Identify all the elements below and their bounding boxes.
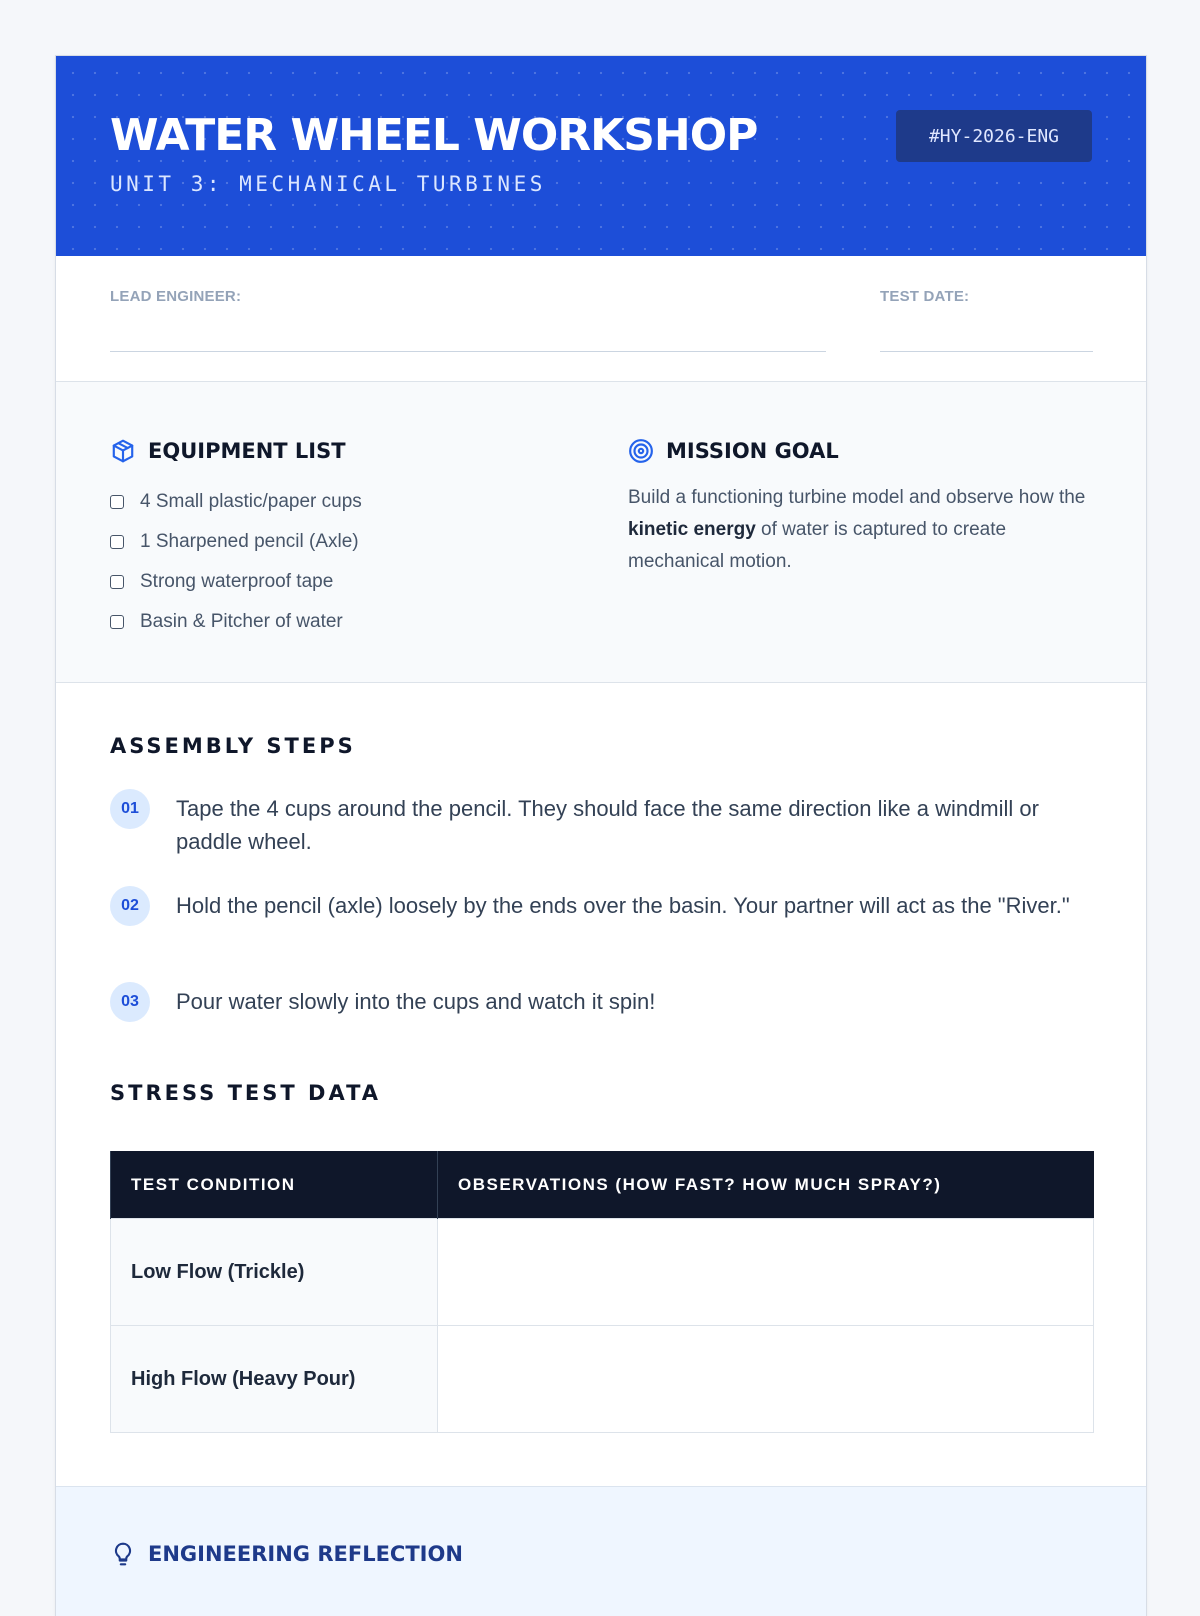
column-header-observations: OBSERVATIONS (HOW FAST? HOW MUCH SPRAY?) xyxy=(438,1151,1094,1219)
table-header-row xyxy=(111,1151,1094,1219)
list-item-label: 4 Small plastic/paper cups xyxy=(140,491,362,512)
lead-engineer-field[interactable] xyxy=(110,351,826,352)
mission-goal-title: MISSION GOAL xyxy=(666,439,839,463)
page-subtitle: UNIT 3: MECHANICAL TURBINES xyxy=(110,172,546,196)
lead-engineer-label: LEAD ENGINEER: xyxy=(110,288,242,305)
worksheet-code-badge: #HY-2026-ENG xyxy=(896,110,1092,162)
list-item[interactable] xyxy=(110,562,362,602)
worksheet-page xyxy=(55,55,1147,1616)
observation-cell[interactable] xyxy=(438,1326,1094,1433)
target-icon xyxy=(628,438,654,464)
mission-keyword: kinetic energy xyxy=(628,519,756,540)
assembly-step xyxy=(110,886,1090,926)
checkbox[interactable] xyxy=(110,615,124,629)
condition-cell: High Flow (Heavy Pour) xyxy=(111,1326,438,1433)
step-text: Hold the pencil (axle) loosely by the ends over the basin. Your partner will act as the "River." xyxy=(176,893,1070,918)
assembly-step xyxy=(110,982,1090,1022)
condition-cell: Low Flow (Trickle) xyxy=(111,1219,438,1326)
equipment-list xyxy=(110,482,362,642)
stress-test-table xyxy=(110,1151,1094,1433)
overview-section xyxy=(56,382,1146,683)
observation-cell[interactable] xyxy=(438,1219,1094,1326)
header-banner xyxy=(56,56,1146,256)
assembly-step xyxy=(110,789,1090,858)
table-row xyxy=(111,1326,1094,1433)
test-date-field[interactable] xyxy=(880,351,1093,352)
list-item-label: Strong waterproof tape xyxy=(140,571,334,592)
cube-icon xyxy=(110,438,136,464)
step-number-badge: 02 xyxy=(110,886,150,926)
lightbulb-icon xyxy=(110,1541,136,1567)
checkbox[interactable] xyxy=(110,575,124,589)
list-item-label: 1 Sharpened pencil (Axle) xyxy=(140,531,359,552)
mission-goal-heading xyxy=(628,438,839,464)
mission-goal-text: Build a functioning turbine model and observe how the kinetic energy of water is captured to create mechanical motion. xyxy=(628,487,1086,572)
table-row xyxy=(111,1219,1094,1326)
stress-test-heading: STRESS TEST DATA xyxy=(110,1081,382,1105)
column-header-condition: TEST CONDITION xyxy=(111,1151,438,1219)
step-text: Tape the 4 cups around the pencil. They should face the same direction like a windmill or paddle wheel. xyxy=(176,796,1039,854)
list-item[interactable] xyxy=(110,482,362,522)
list-item-label: Basin & Pitcher of water xyxy=(140,611,343,632)
list-item[interactable] xyxy=(110,602,362,642)
step-number-badge: 03 xyxy=(110,982,150,1022)
equipment-list-title: EQUIPMENT LIST xyxy=(148,439,346,463)
checkbox[interactable] xyxy=(110,495,124,509)
page-title: WATER WHEEL WORKSHOP xyxy=(110,110,758,161)
step-text: Pour water slowly into the cups and watch it spin! xyxy=(176,989,656,1014)
test-date-label: TEST DATE: xyxy=(880,288,970,305)
checkbox[interactable] xyxy=(110,535,124,549)
reflection-heading xyxy=(110,1541,463,1567)
reflection-section xyxy=(56,1486,1146,1616)
info-row xyxy=(56,256,1146,382)
equipment-list-heading xyxy=(110,438,346,464)
reflection-title: ENGINEERING REFLECTION xyxy=(148,1542,463,1566)
step-number-badge: 01 xyxy=(110,789,150,829)
list-item[interactable] xyxy=(110,522,362,562)
assembly-steps-heading: ASSEMBLY STEPS xyxy=(110,734,356,758)
